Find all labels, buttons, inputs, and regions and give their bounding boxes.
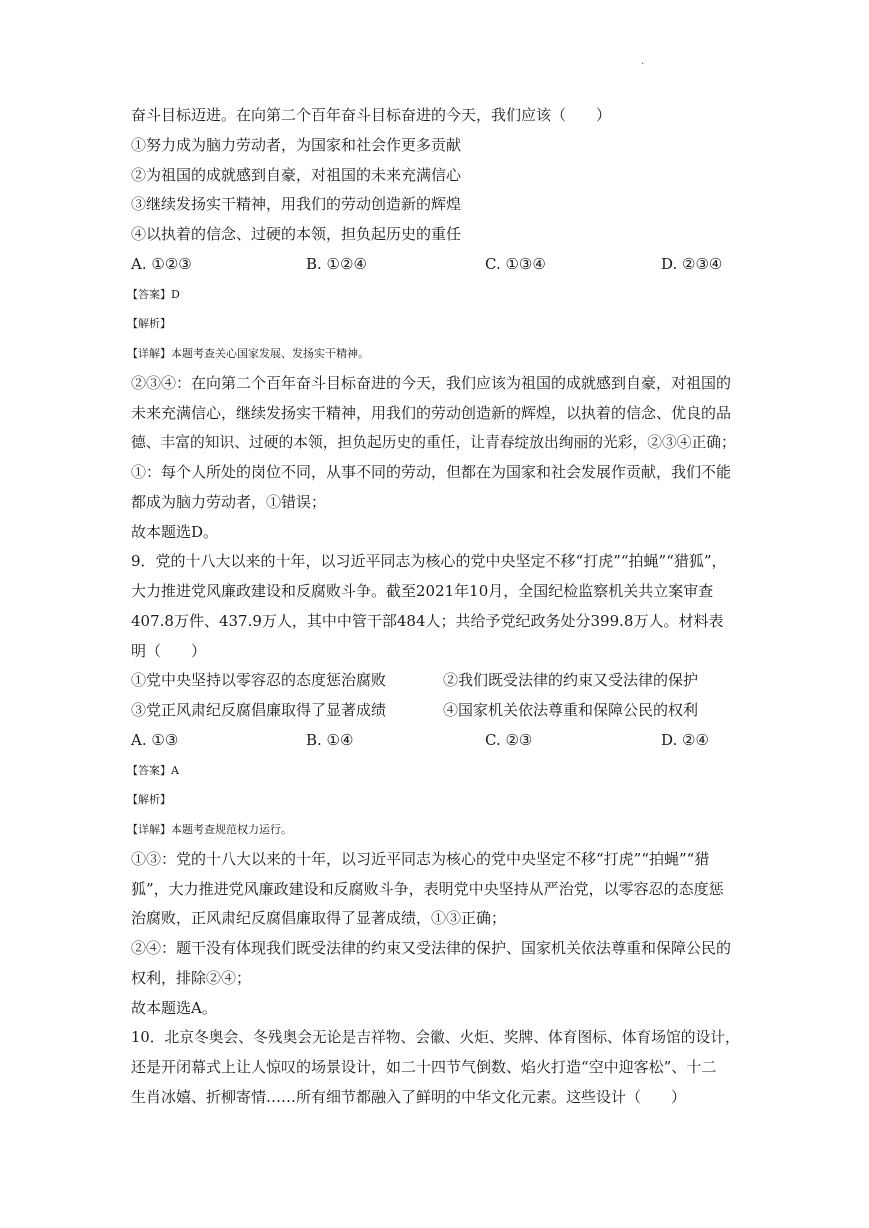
q8-item-4: ④以执着的信念、过硬的本领，担负起历史的重任 — [131, 225, 462, 243]
q9-explain-3: 治腐败，正风肃纪反腐倡廉取得了显著成绩，①③正确； — [131, 909, 507, 928]
q9-explain-4: ②④：题干没有体现我们既受法律的约束又受法律的保护、国家机关依法尊重和保障公民的 — [131, 939, 732, 957]
q8-conclusion: 故本题选D。 — [131, 522, 219, 541]
q8-item-1: ①努力成为脑力劳动者，为国家和社会作更多贡献 — [131, 135, 462, 154]
header-mark: . — [641, 56, 645, 67]
q9-stem-2: 大力推进党风廉政建设和反腐败斗争。截至2021年10月，全国纪检监察机关共立案审查 — [131, 582, 714, 600]
q9-explain-5: 权利，排除②④； — [131, 968, 252, 987]
q9-item-2: ②我们既受法律的约束又受法律的保护 — [443, 671, 699, 690]
q8-analysis-tag: 【解析】 — [127, 317, 171, 331]
question-10 — [131, 1023, 741, 1112]
q9-item-3: ③党正风肃纪反腐倡廉取得了显著成绩 — [131, 701, 387, 719]
q9-stem-1: 9．党的十八大以来的十年，以习近平同志为核心的党中央坚定不移“打虎”“拍蝇”“猎狐”， — [131, 552, 727, 571]
q10-stem-1: 10．北京冬奥会、冬残奥会无论是吉祥物、会徽、火炬、奖牌、体育图标、体育场馆的设计， — [131, 1029, 740, 1047]
q8-explain-3: 德、丰富的知识、过硬的本领，担负起历史的重任，让青春绽放出绚丽的光彩，②③④正确； — [131, 434, 736, 452]
q9-conclusion: 故本题选A。 — [131, 998, 217, 1017]
q9-answer: 【答案】A — [127, 763, 179, 777]
q9-stem-3: 407.8万件、437.9万人，其中中管干部484人；共给予党纪政务处分399.8万人。材料表 — [131, 611, 724, 630]
q9-explain-2: 狐”，大力推进党风廉政建设和反腐败斗争，表明党中央坚持从严治党，以零容忍的态度惩 — [131, 879, 724, 898]
q8-item-3: ③继续发扬实干精神，用我们的劳动创造新的辉煌 — [131, 195, 462, 214]
q9-option-b: B. ①④ — [306, 730, 354, 749]
q8-explain-2: 未来充满信心，继续发扬实干精神，用我们的劳动创造新的辉煌，以执着的信念、优良的品 — [131, 403, 732, 422]
q8-options — [131, 250, 741, 280]
q8-explain-5: 都成为脑力劳动者，①错误； — [131, 492, 327, 511]
q9-option-d: D. ②④ — [661, 730, 709, 749]
q8-answer: 【答案】D — [127, 287, 180, 301]
q9-option-c: C. ②③ — [485, 730, 533, 749]
q10-stem-3: 生肖冰嬉、折柳寄情……所有细节都融入了鲜明的中华文化元素。这些设计（ ） — [131, 1087, 687, 1106]
q8-option-d: D. ②③④ — [661, 254, 723, 273]
q9-items-row-1 — [131, 666, 741, 696]
q9-analysis-tag: 【解析】 — [127, 793, 171, 807]
q9-items-row-2 — [131, 696, 741, 726]
q8-option-c: C. ①③④ — [485, 254, 546, 273]
q10-stem-2: 还是开闭幕式上让人惊叹的场景设计，如二十四节气倒数、焰火打造“空中迎客松”、十二 — [131, 1058, 717, 1076]
q9-stem-4: 明（ ） — [131, 641, 207, 660]
q8-explain-1: ②③④：在向第二个百年奋斗目标奋进的今天，我们应该为祖国的成就感到自豪，对祖国的 — [131, 373, 732, 392]
page-content — [127, 101, 741, 1113]
q8-detail: 【详解】本题考查关心国家发展、发扬实干精神。 — [127, 347, 369, 360]
q8-stem-tail: 奋斗目标迈进。在向第二个百年奋斗目标奋进的今天，我们应该（ ） — [131, 106, 612, 124]
question-9 — [127, 547, 741, 1023]
q8-option-a: A. ①②③ — [131, 254, 192, 273]
q9-options — [131, 726, 741, 756]
q9-explain-1: ①③：党的十八大以来的十年，以习近平同志为核心的党中央坚定不移“打虎”“拍蝇”“猎 — [131, 849, 710, 868]
q9-detail: 【详解】本题考查规范权力运行。 — [127, 823, 292, 836]
q8-explain-4: ①：每个人所处的岗位不同，从事不同的劳动，但都在为国家和社会发展作贡献，我们不能 — [131, 463, 732, 481]
q9-item-1: ①党中央坚持以零容忍的态度惩治腐败 — [131, 671, 387, 690]
q8-item-2: ②为祖国的成就感到自豪，对祖国的未来充满信心 — [131, 165, 462, 184]
q8-option-b: B. ①②④ — [306, 254, 367, 273]
question-8 — [127, 101, 741, 547]
q9-option-a: A. ①③ — [131, 730, 179, 749]
q9-item-4: ④国家机关依法尊重和保障公民的权利 — [443, 701, 699, 719]
